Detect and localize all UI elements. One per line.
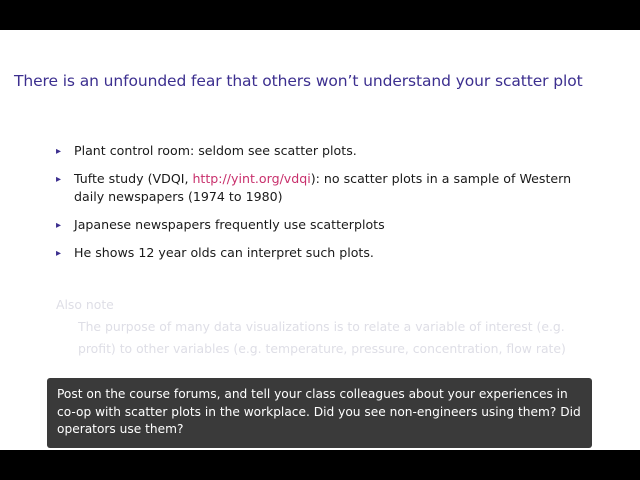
list-item-text: Japanese newspapers frequently use scatterplots	[74, 216, 385, 232]
faded-upcoming-text	[56, 296, 616, 362]
bullet-marker-icon: ▸	[56, 173, 62, 185]
callout-box: Post on the course forums, and tell your class colleagues about your experiences in co-op with scatter plots in the workplace. Did you see non-engineers using them? Did operators use them?	[47, 378, 592, 448]
faded-line-2: profit) to other variables (e.g. temperature, pressure, concentration, flow rate)	[78, 340, 566, 356]
faded-heading: Also note	[56, 297, 114, 312]
list-item	[56, 244, 601, 262]
slide-canvas	[0, 30, 640, 450]
letterbox-bottom	[0, 450, 640, 480]
list-item-text: He shows 12 year olds can interpret such plots.	[74, 244, 374, 260]
bullet-marker-icon: ▸	[56, 219, 62, 231]
list-item-text-pre: Tufte study (VDQI,	[74, 170, 193, 186]
list-item	[56, 170, 601, 206]
slide-title: There is an unfounded fear that others won’t understand your scatter plot	[14, 72, 583, 90]
bullet-list	[56, 142, 601, 271]
letterbox-top	[0, 0, 640, 30]
vdqi-link[interactable]: http://yint.org/vdqi	[192, 170, 311, 186]
list-item	[56, 216, 601, 234]
list-item-text: Plant control room: seldom see scatter plots.	[74, 143, 357, 158]
list-item-text-post: ): no scatter plots in a sample of Western daily newspapers (1974 to 1980)	[74, 170, 572, 204]
faded-line-1: The purpose of many data visualizations is to relate a variable of interest (e.g.	[78, 318, 565, 334]
list-item	[56, 142, 601, 160]
bullet-marker-icon: ▸	[56, 247, 62, 259]
bullet-marker-icon: ▸	[56, 146, 62, 157]
